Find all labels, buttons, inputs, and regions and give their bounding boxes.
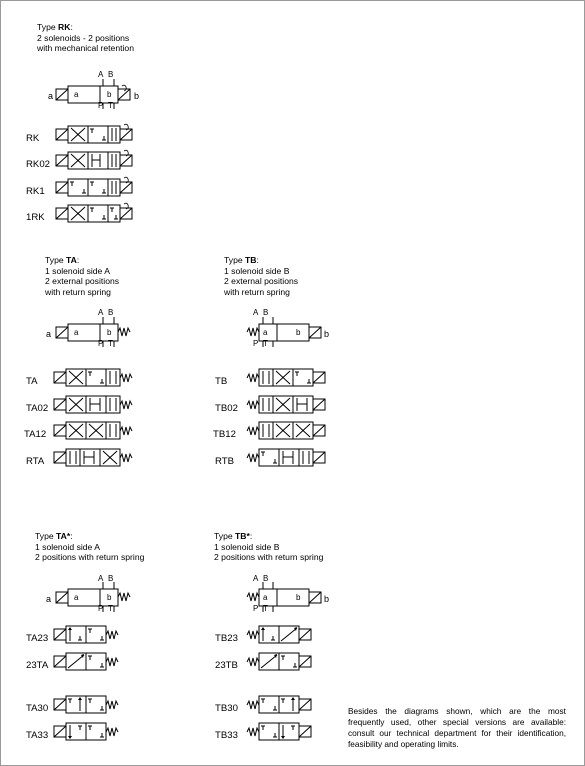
variant-code-rk02: RK02 (26, 159, 50, 170)
tbs-port-T: T (263, 604, 268, 613)
tb-port-B: B (263, 308, 269, 317)
tas-port-A: A (98, 574, 104, 583)
23tb-variant-symbol (245, 651, 325, 671)
variant-code-ta: TA (26, 376, 38, 387)
rk-port-B: B (108, 70, 114, 79)
type-code: TA* (56, 531, 71, 541)
rk-spool-a-label: a (74, 90, 79, 99)
ta-line-3: with return spring (45, 286, 111, 297)
variant-code-ta33: TA33 (26, 730, 49, 741)
ta-port-B: B (108, 308, 114, 317)
tbs-line-1: 1 solenoid side B (214, 541, 280, 552)
tb-line-3: with return spring (224, 286, 290, 297)
variant-code-ta30: TA30 (26, 703, 49, 714)
tas-solenoid-a-label: a (46, 594, 52, 604)
rk-solenoid-b-label: b (134, 91, 140, 101)
tbs-line-2: 2 positions with return spring (214, 552, 324, 563)
special-versions-note: Besides the diagrams shown, which are the most frequently used, other special versions are available: consult our technical department for their identification, feasibility and operating limits. (348, 706, 566, 749)
ta-solenoid-a-label: a (46, 329, 52, 339)
tb-spool-b-label: b (296, 328, 301, 337)
ta-spool-a-label: a (74, 328, 79, 337)
tb02-variant-symbol (245, 394, 325, 414)
tb-title: Type TB: (224, 255, 259, 265)
tb23-variant-symbol (245, 624, 325, 644)
tbs-port-B: B (263, 574, 269, 583)
tb-line-2: 2 external positions (224, 276, 299, 287)
ta33-variant-symbol (54, 721, 134, 741)
tb-header (224, 255, 298, 297)
23ta-variant-symbol (54, 651, 134, 671)
type-code: TA (66, 255, 77, 265)
rk-line-2: with mechanical retention (37, 43, 134, 54)
tas-line-2: 2 positions with return spring (35, 552, 145, 563)
variant-code-tb: TB (215, 376, 228, 387)
ta-port-T: T (108, 339, 113, 348)
variant-code-tb12: TB12 (213, 429, 236, 440)
tb-spool-a-label: a (263, 328, 268, 337)
tas-port-B: B (108, 574, 114, 583)
rk-port-P: P (98, 101, 104, 110)
variant-code-rta: RTA (26, 456, 45, 467)
tbs-port-P: P (253, 604, 259, 613)
variant-code-1rk: 1RK (26, 212, 45, 223)
ta-port-P: P (98, 339, 104, 348)
variant-code-rtb: RTB (215, 456, 235, 467)
variant-code-ta12: TA12 (24, 429, 47, 440)
rk-solenoid-a-label: a (48, 91, 54, 101)
tas-port-T: T (108, 604, 113, 613)
tb-port-P: P (253, 339, 259, 348)
tas-header (35, 531, 144, 563)
tb-variant-symbol (245, 367, 325, 387)
tbs-port-A: A (253, 574, 259, 583)
variant-code-23ta: 23TA (26, 660, 49, 671)
rk-header (37, 22, 134, 54)
tas-main-symbol (56, 588, 132, 607)
tbs-spool-b-label: b (296, 593, 301, 602)
tbs-title: Type TB*: (214, 531, 253, 541)
rk-main-symbol (56, 85, 132, 104)
ta-port-A: A (98, 308, 104, 317)
ta12-variant-symbol (54, 420, 134, 440)
ta30-variant-symbol (54, 694, 134, 714)
rk-title: Type RK: (37, 22, 73, 32)
tb12-variant-symbol (245, 420, 325, 440)
rk-line-1: 2 solenoids - 2 positions (37, 32, 130, 43)
tas-spool-a-label: a (74, 593, 79, 602)
variant-code-tb23: TB23 (215, 633, 238, 644)
tbs-solenoid-b-label: b (324, 594, 330, 604)
tbs-header (214, 531, 323, 563)
tas-spool-b-label: b (107, 593, 112, 602)
rk-port-T: T (108, 101, 113, 110)
ta-header (45, 255, 119, 297)
tas-line-1: 1 solenoid side A (35, 541, 100, 552)
rk-spool-b-label: b (107, 90, 112, 99)
rk1-variant-symbol (56, 177, 134, 197)
rk-variant-symbol (56, 124, 134, 144)
ta-variant-symbol (54, 367, 134, 387)
variant-code-rk1: RK1 (26, 186, 45, 197)
type-code: TB (245, 255, 257, 265)
variant-code-23tb: 23TB (215, 660, 238, 671)
tb-solenoid-b-label: b (324, 329, 330, 339)
rk-port-A: A (98, 70, 104, 79)
1rk-variant-symbol (56, 203, 134, 223)
tb-port-T: T (263, 339, 268, 348)
tb-port-A: A (253, 308, 259, 317)
ta02-variant-symbol (54, 394, 134, 414)
variant-code-tb33: TB33 (215, 730, 238, 741)
tb-line-1: 1 solenoid side B (224, 265, 290, 276)
variant-code-tb02: TB02 (215, 403, 238, 414)
variant-code-tb30: TB30 (215, 703, 238, 714)
rk02-variant-symbol (56, 150, 134, 170)
variant-code-rk: RK (26, 133, 40, 144)
tas-port-P: P (98, 604, 104, 613)
variant-code-ta23: TA23 (26, 633, 49, 644)
tas-title: Type TA*: (35, 531, 73, 541)
ta23-variant-symbol (54, 624, 134, 644)
type-code: RK (58, 22, 71, 32)
ta-spool-b-label: b (107, 328, 112, 337)
ta-line-2: 2 external positions (45, 276, 120, 287)
rta-variant-symbol (54, 447, 134, 467)
ta-main-symbol (56, 323, 132, 342)
tb30-variant-symbol (245, 694, 325, 714)
tbs-spool-a-label: a (263, 593, 268, 602)
rtb-variant-symbol (245, 447, 325, 467)
type-code: TB* (235, 531, 250, 541)
variant-code-ta02: TA02 (26, 403, 49, 414)
ta-line-1: 1 solenoid side A (45, 265, 110, 276)
ta-title: Type TA: (45, 255, 80, 265)
tb33-variant-symbol (245, 721, 325, 741)
